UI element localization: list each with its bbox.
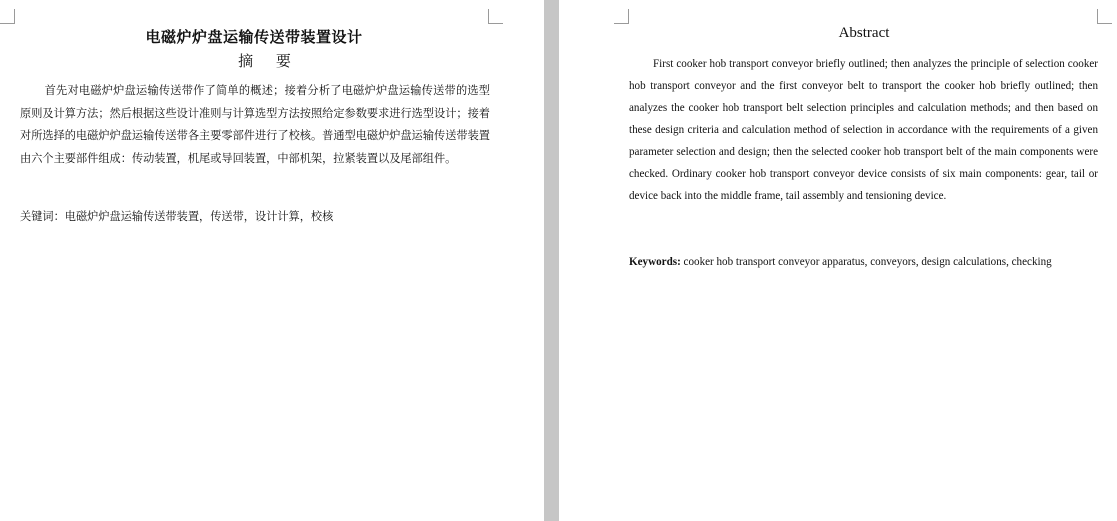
margin-corner-mark: [0, 9, 15, 24]
margin-corner-mark: [1097, 9, 1112, 24]
abstract-body-chinese: 首先对电磁炉炉盘运输传送带作了简单的概述；接着分析了电磁炉炉盘运输传送带的选型原则及计算方法；然后根据这些设计准则与计算选型方法按照给定参数要求进行选型设计；接着对所选择的电磁炉炉盘运输传送带各主要零部件进行了校核。普通型电磁炉炉盘运输传送带装置由六个主要部件组成：传动装置，机尾或导回装置，中部机架，拉紧装置以及尾部组件。: [20, 84, 490, 165]
abstract-body-english: First cooker hob transport conveyor briefly outlined; then analyzes the principle of selection cooker hob transport conveyor and the first conveyor belt to transport the cooker hob briefly outlined; then analyzes the cooker hob transport belt selection principles and calculation methods; and then based on these design criteria and calculation method of selection in accordance with the requirements of a given parameter selection and design; then the selected cooker hob transport belt of the main components were checked. Ordinary cooker hob transport conveyor device consists of six main components: gear, tail or device back into the middle frame, tail assembly and tensioning device.: [629, 58, 1098, 202]
keywords-line-chinese: [20, 207, 520, 227]
left-page: [0, 0, 544, 521]
keywords-line-english: [629, 252, 1109, 272]
margin-corner-mark: [488, 9, 503, 24]
document-title: 电磁炉炉盘运输传送带装置设计: [145, 28, 363, 46]
right-page: [559, 0, 1117, 521]
keywords-label: Keywords:: [629, 256, 681, 268]
keywords-label: 关键词：: [20, 210, 65, 223]
margin-corner-mark: [614, 9, 629, 24]
abstract-heading-english: Abstract: [838, 25, 890, 41]
page-gutter: [544, 0, 559, 521]
keywords-text: 电磁炉炉盘运输传送带装置，传送带，设计计算，校核: [64, 210, 334, 223]
abstract-heading-chinese: 摘 要: [238, 52, 300, 70]
keywords-text: cooker hob transport conveyor apparatus, conveyors, design calculations, checking: [683, 256, 1052, 268]
